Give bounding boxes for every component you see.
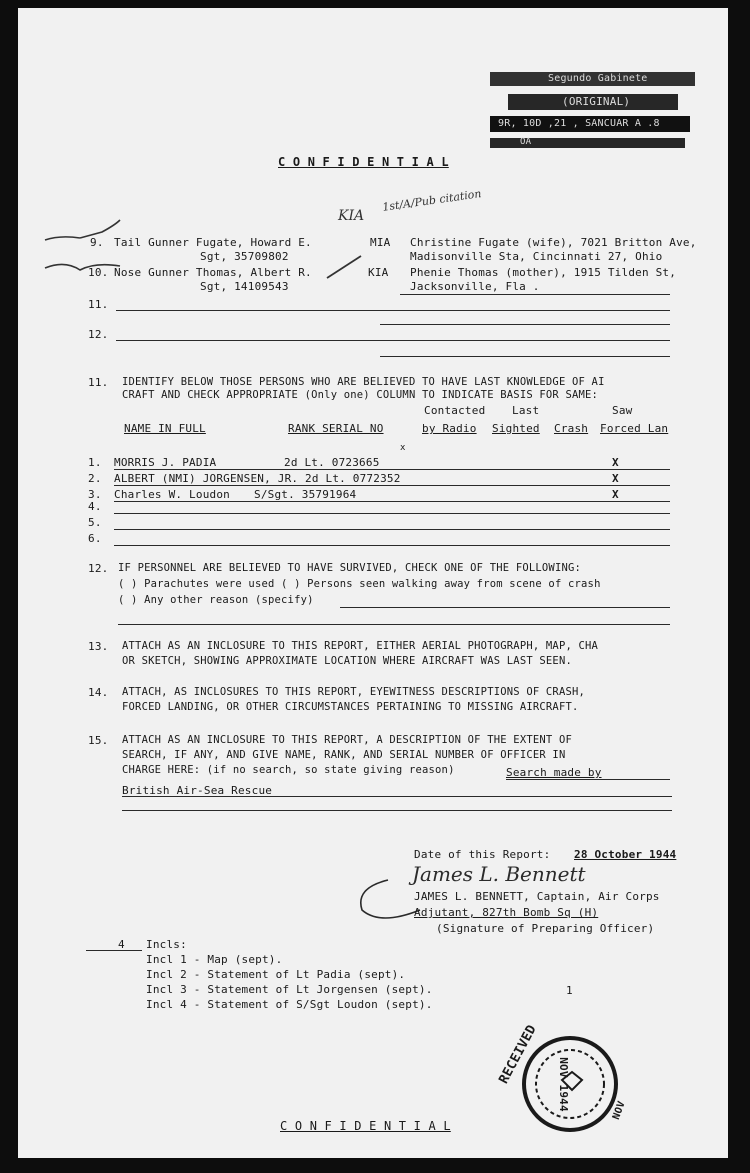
row-5-number: 5. bbox=[88, 516, 102, 529]
signature-script: James L. Bennett bbox=[412, 862, 586, 886]
inclosures-label: Incls: bbox=[146, 938, 187, 951]
col-crash: Crash bbox=[554, 422, 589, 435]
section-11-text2: CRAFT AND CHECK APPROPRIATE (Only one) COLUMN TO INDICATE BASIS FOR SAME: bbox=[122, 389, 599, 401]
handwritten-citation: 1st/A/Pub citation bbox=[381, 187, 483, 214]
row-1-rank: 2d Lt. 0723665 bbox=[284, 456, 380, 469]
stamp-line3: 9R, 10D ,21 , SANCUAR A .8 bbox=[498, 118, 660, 129]
section-13-line2: OR SKETCH, SHOWING APPROXIMATE LOCATION WHERE AIRCRAFT WAS LAST SEEN. bbox=[122, 655, 572, 667]
received-side: NOV bbox=[610, 1099, 628, 1122]
rule bbox=[122, 796, 672, 797]
section-15-line3: CHARGE HERE: (if no search, so state giving reason) bbox=[122, 764, 455, 776]
section-14-number: 14. bbox=[88, 686, 109, 699]
row-2-number: 2. bbox=[88, 472, 102, 485]
blank-item-11: 11. bbox=[88, 298, 109, 311]
crew-10-line2: Sgt, 14109543 bbox=[200, 280, 289, 293]
rule bbox=[114, 469, 670, 470]
rule bbox=[380, 324, 670, 325]
crew-9-line1: Tail Gunner Fugate, Howard E. bbox=[114, 236, 312, 249]
classification-bottom: C O N F I D E N T I A L bbox=[280, 1119, 451, 1133]
col-rank: RANK SERIAL NO bbox=[288, 422, 384, 435]
section-15-line2: SEARCH, IF ANY, AND GIVE NAME, RANK, AND SERIAL NUMBER OF OFFICER IN bbox=[122, 749, 566, 761]
section-15-answer2: British Air-Sea Rescue bbox=[122, 784, 273, 797]
crew-9-contact1: Christine Fugate (wife), 7021 Britton Ave, bbox=[410, 236, 697, 249]
received-date: NOV 1944 bbox=[556, 1057, 570, 1112]
crew-9-status: MIA bbox=[370, 236, 391, 249]
col-contacted-bottom: by Radio bbox=[422, 422, 477, 435]
inclosure-item: Incl 2 - Statement of Lt Padia (sept). bbox=[146, 968, 406, 981]
row-2-name: ALBERT (NMI) JORGENSEN, JR. 2d Lt. 0772352 bbox=[114, 472, 401, 485]
rule bbox=[114, 529, 670, 530]
rule bbox=[86, 950, 142, 951]
rule bbox=[114, 485, 670, 486]
rule bbox=[114, 501, 670, 502]
section-15-line1: ATTACH AS AN INCLOSURE TO THIS REPORT, A DESCRIPTION OF THE EXTENT OF bbox=[122, 734, 572, 746]
col-saw-top: Saw bbox=[612, 404, 633, 417]
row-1-name: MORRIS J. PADIA bbox=[114, 456, 217, 469]
section-12-line2: ( ) Parachutes were used ( ) Persons seen walking away from scene of crash bbox=[118, 578, 601, 590]
signer-name: JAMES L. BENNETT, Captain, Air Corps bbox=[414, 890, 660, 903]
section-12-number: 12. bbox=[88, 562, 109, 575]
section-14-line1: ATTACH, AS INCLOSURES TO THIS REPORT, EYEWITNESS DESCRIPTIONS OF CRASH, bbox=[122, 686, 586, 698]
crew-10-number: 10. bbox=[88, 266, 109, 279]
rule bbox=[400, 294, 670, 295]
received-stamp bbox=[492, 1020, 642, 1140]
col-saw-bottom: Forced Lan bbox=[600, 422, 669, 435]
rule bbox=[380, 356, 670, 357]
section-15-answer1: Search made by bbox=[506, 766, 602, 779]
row-4-number: 4. bbox=[88, 500, 102, 513]
rule bbox=[340, 607, 670, 608]
col-last-top: Last bbox=[512, 404, 540, 417]
stamp-line2: (ORIGINAL) bbox=[562, 95, 631, 108]
row-3-rank: S/Sgt. 35791964 bbox=[254, 488, 357, 501]
report-date-value: 28 October 1944 bbox=[574, 848, 677, 861]
section-13-number: 13. bbox=[88, 640, 109, 653]
crew-9-contact2: Madisonville Sta, Cincinnati 27, Ohio bbox=[410, 250, 663, 263]
classification-top: C O N F I D E N T I A L bbox=[278, 155, 449, 169]
signature-caption: (Signature of Preparing Officer) bbox=[436, 922, 655, 935]
crew-9-number: 9. bbox=[90, 236, 104, 249]
section-11-number: 11. bbox=[88, 376, 109, 389]
crew-10-contact1: Phenie Thomas (mother), 1915 Tilden St, bbox=[410, 266, 677, 279]
inclosure-count: 4 bbox=[118, 938, 125, 951]
crew-10-status: KIA bbox=[368, 266, 389, 279]
section-12-line1: IF PERSONNEL ARE BELIEVED TO HAVE SURVIVED, CHECK ONE OF THE FOLLOWING: bbox=[118, 562, 582, 574]
signer-title: Adjutant, 827th Bomb Sq (H) bbox=[414, 906, 599, 919]
stamp-line1: Segundo Gabinete bbox=[548, 73, 648, 84]
row-6-number: 6. bbox=[88, 532, 102, 545]
row-2-mark: X bbox=[612, 472, 619, 485]
crew-10-line1: Nose Gunner Thomas, Albert R. bbox=[114, 266, 312, 279]
rule bbox=[114, 545, 670, 546]
rule bbox=[118, 624, 670, 625]
report-date-label: Date of this Report: bbox=[414, 848, 551, 861]
stamp-line4: OA bbox=[520, 137, 532, 147]
row-1-number: 1. bbox=[88, 456, 102, 469]
section-13-line1: ATTACH AS AN INCLOSURE TO THIS REPORT, EITHER AERIAL PHOTOGRAPH, MAP, CHA bbox=[122, 640, 599, 652]
received-word: RECEIVED bbox=[496, 1022, 540, 1087]
top-right-stamp bbox=[490, 72, 700, 154]
blank-item-12: 12. bbox=[88, 328, 109, 341]
inclosure-item: Incl 4 - Statement of S/Sgt Loudon (sept). bbox=[146, 998, 433, 1011]
section-14-line2: FORCED LANDING, OR OTHER CIRCUMSTANCES PERTAINING TO MISSING AIRCRAFT. bbox=[122, 701, 579, 713]
strike-slash bbox=[325, 252, 365, 282]
section-12-line3: ( ) Any other reason (specify) bbox=[118, 594, 314, 606]
rule bbox=[116, 310, 670, 311]
stray-x: x bbox=[400, 443, 406, 453]
row-1-mark: X bbox=[612, 456, 619, 469]
section-15-number: 15. bbox=[88, 734, 109, 747]
inclosure-item: Incl 3 - Statement of Lt Jorgensen (sept). bbox=[146, 983, 433, 996]
rule bbox=[114, 513, 670, 514]
col-contacted-top: Contacted bbox=[424, 404, 486, 417]
stray-mark: 1 bbox=[566, 984, 573, 997]
crew-10-contact2: Jacksonville, Fla . bbox=[410, 280, 540, 293]
col-last-bottom: Sighted bbox=[492, 422, 540, 435]
rule bbox=[122, 810, 672, 811]
rule bbox=[116, 340, 670, 341]
row-3-number: 3. bbox=[88, 488, 102, 501]
handwritten-kia: KIA bbox=[338, 208, 365, 224]
row-3-name: Charles W. Loudon bbox=[114, 488, 230, 501]
crew-9-line2: Sgt, 35709802 bbox=[200, 250, 289, 263]
row-3-mark: X bbox=[612, 488, 619, 501]
section-11-text1: IDENTIFY BELOW THOSE PERSONS WHO ARE BELIEVED TO HAVE LAST KNOWLEDGE OF AI bbox=[122, 376, 605, 388]
col-name: NAME IN FULL bbox=[124, 422, 206, 435]
inclosure-item: Incl 1 - Map (sept). bbox=[146, 953, 283, 966]
rule bbox=[506, 779, 670, 780]
